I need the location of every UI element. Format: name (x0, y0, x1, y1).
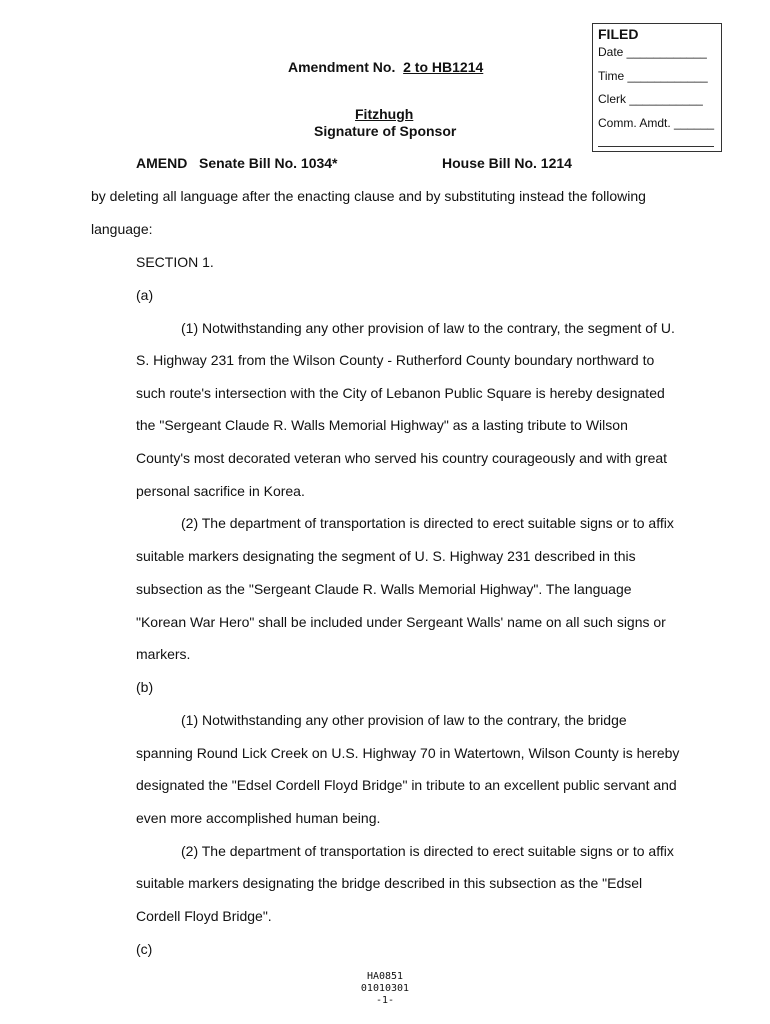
paragraph-line: suitable markers designating the bridge described in this subsection as the "Edsel (136, 875, 643, 891)
paragraph-line: such route's intersection with the City of Lebanon Public Square is hereby designated (136, 385, 665, 401)
subsection-c-label: (c) (136, 941, 153, 957)
page-number: -1- (375, 995, 395, 1006)
amendment-prefix: Amendment No. (288, 59, 396, 75)
intro-line-1: by deleting all language after the enacting clause and by substituting instead the following (91, 188, 646, 204)
section-heading: SECTION 1. (136, 254, 214, 270)
paragraph-line: (2) The department of transportation is directed to erect suitable signs or to affix (181, 515, 674, 531)
filed-time-line: Time ____________ (598, 69, 708, 83)
senate-bill-number: Senate Bill No. 1034* (199, 155, 338, 171)
paragraph-line: "Korean War Hero" shall be included under Sergeant Walls' name on all such signs or (136, 614, 666, 630)
paragraph-line: (1) Notwithstanding any other provision of law to the contrary, the segment of U. (181, 320, 675, 336)
paragraph-line: (1) Notwithstanding any other provision of law to the contrary, the bridge (181, 712, 627, 728)
filed-date-line: Date ____________ (598, 45, 707, 59)
sponsor-name: Fitzhugh (355, 106, 414, 122)
house-bill-number: House Bill No. 1214 (442, 155, 572, 171)
paragraph-line: even more accomplished human being. (136, 810, 381, 826)
paragraph-line: County's most decorated veteran who served his country courageously and with great (136, 450, 668, 466)
filed-stamp-box (592, 23, 722, 152)
subsection-b-label: (b) (136, 679, 154, 695)
sponsor-label: Signature of Sponsor (314, 123, 457, 139)
amend-label: AMEND (136, 155, 188, 171)
filed-blank-line (598, 146, 714, 147)
subsection-a-label: (a) (136, 287, 154, 303)
footer-code-2: 01010301 (360, 983, 410, 994)
filed-clerk-line: Clerk ___________ (598, 92, 703, 106)
paragraph-line: spanning Round Lick Creek on U.S. Highway 70 in Watertown, Wilson County is hereby (136, 745, 680, 761)
paragraph-line: the "Sergeant Claude R. Walls Memorial Highway" as a lasting tribute to Wilson (136, 417, 628, 433)
paragraph-line: designated the "Edsel Cordell Floyd Bridge" in tribute to an excellent public servant and (136, 777, 677, 793)
filed-comm-amdt-line: Comm. Amdt. ______ (598, 116, 715, 130)
paragraph-line: Cordell Floyd Bridge". (136, 908, 272, 924)
paragraph-line: (2) The department of transportation is directed to erect suitable signs or to affix (181, 843, 674, 859)
paragraph-line: personal sacrifice in Korea. (136, 483, 305, 499)
paragraph-line: markers. (136, 646, 191, 662)
intro-line-2: language: (91, 221, 153, 237)
filed-title: FILED (598, 26, 639, 42)
amendment-heading (288, 59, 483, 75)
amendment-reference: 2 to HB1214 (403, 59, 484, 75)
footer-code-1: HA0851 (366, 971, 404, 982)
paragraph-line: S. Highway 231 from the Wilson County - Rutherford County boundary northward to (136, 352, 655, 368)
paragraph-line: subsection as the "Sergeant Claude R. Walls Memorial Highway". The language (136, 581, 632, 597)
paragraph-line: suitable markers designating the segment of U. S. Highway 231 described in this (136, 548, 636, 564)
